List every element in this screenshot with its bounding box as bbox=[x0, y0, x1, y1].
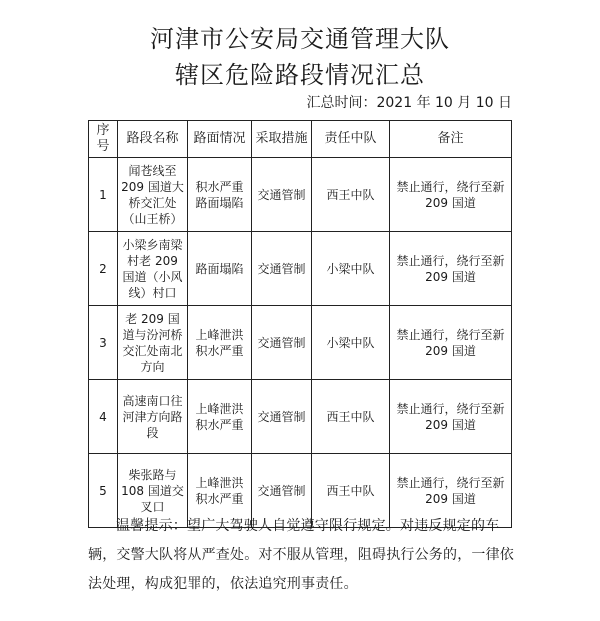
cell-measure: 交通管制 bbox=[252, 158, 312, 232]
cell-note: 禁止通行，绕行至新 209 国道 bbox=[390, 306, 512, 380]
cell-measure: 交通管制 bbox=[252, 232, 312, 306]
header-road-condition: 路面情况 bbox=[188, 121, 252, 158]
cell-team: 小梁中队 bbox=[312, 306, 390, 380]
header-measures: 采取措施 bbox=[252, 121, 312, 158]
cell-no: 5 bbox=[89, 454, 118, 528]
cell-team: 小梁中队 bbox=[312, 232, 390, 306]
cell-no: 3 bbox=[89, 306, 118, 380]
cell-team: 西王中队 bbox=[312, 158, 390, 232]
header-road-name: 路段名称 bbox=[118, 121, 188, 158]
table-row bbox=[89, 232, 512, 306]
cell-note: 禁止通行，绕行至新 209 国道 bbox=[390, 158, 512, 232]
cell-note: 禁止通行，绕行至新 209 国道 bbox=[390, 454, 512, 528]
table-header-row bbox=[89, 121, 512, 158]
cell-road-name: 闻苍线至 209 国道大桥交汇处（山王桥） bbox=[118, 158, 188, 232]
cell-road-condition: 上峰泄洪积水严重 bbox=[188, 380, 252, 454]
table-row bbox=[89, 380, 512, 454]
cell-no: 1 bbox=[89, 158, 118, 232]
header-no: 序号 bbox=[89, 121, 118, 158]
cell-note: 禁止通行，绕行至新 209 国道 bbox=[390, 380, 512, 454]
cell-road-condition: 路面塌陷 bbox=[188, 232, 252, 306]
cell-measure: 交通管制 bbox=[252, 380, 312, 454]
warning-notice: 温馨提示：望广大驾驶人自觉遵守限行规定。对违反规定的车辆，交警大队将从严查处。对不服从管理，阻碍执行公务的，一律依法处理，构成犯罪的，依法追究刑事责任。 bbox=[88, 518, 514, 592]
cell-no: 2 bbox=[89, 232, 118, 306]
cell-road-condition: 上峰泄洪积水严重 bbox=[188, 454, 252, 528]
cell-road-name: 小梁乡南梁村老 209 国道（小风线）村口 bbox=[118, 232, 188, 306]
cell-road-name: 老 209 国道与汾河桥交汇处南北方向 bbox=[118, 306, 188, 380]
dangerous-road-table bbox=[88, 120, 512, 528]
cell-measure: 交通管制 bbox=[252, 306, 312, 380]
cell-team: 西王中队 bbox=[312, 380, 390, 454]
page-subtitle: 辖区危险路段情况汇总 bbox=[175, 61, 425, 89]
summary-time: 汇总时间：2021 年 10 月 10 日 bbox=[306, 95, 512, 111]
header-note: 备注 bbox=[390, 121, 512, 158]
cell-measure: 交通管制 bbox=[252, 454, 312, 528]
cell-team: 西王中队 bbox=[312, 454, 390, 528]
cell-no: 4 bbox=[89, 380, 118, 454]
header-team: 责任中队 bbox=[312, 121, 390, 158]
table-row bbox=[89, 306, 512, 380]
table-row bbox=[89, 158, 512, 232]
cell-road-condition: 上峰泄洪积水严重 bbox=[188, 306, 252, 380]
page-title: 河津市公安局交通管理大队 bbox=[150, 25, 450, 53]
cell-road-name: 高速南口往河津方向路段 bbox=[118, 380, 188, 454]
cell-note: 禁止通行，绕行至新 209 国道 bbox=[390, 232, 512, 306]
cell-road-name: 柴张路与 108 国道交叉口 bbox=[118, 454, 188, 528]
cell-road-condition: 积水严重路面塌陷 bbox=[188, 158, 252, 232]
